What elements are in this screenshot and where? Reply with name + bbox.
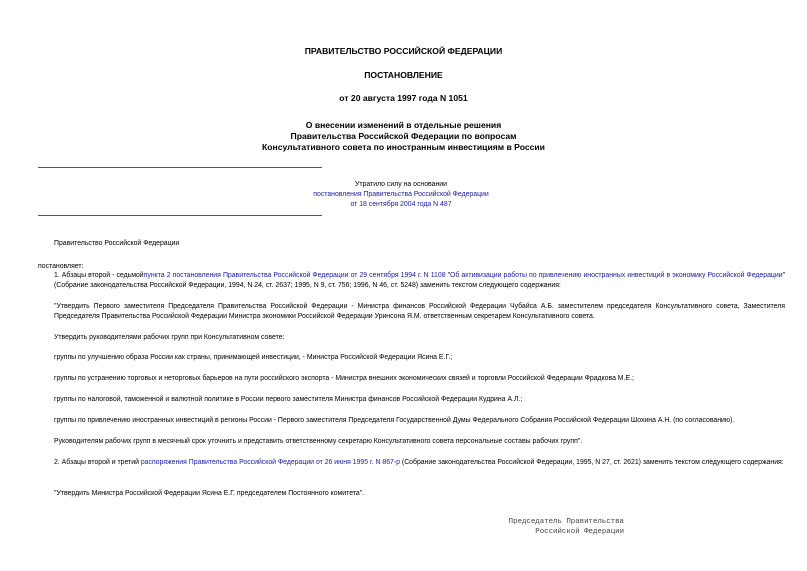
item-1-quote-open: " bbox=[445, 272, 451, 279]
divider-bottom bbox=[38, 215, 322, 216]
group-1-paragraph: группы по улучшению образа России как страны, принимающей инвестиции, - Министра Российской Федерации Ясина Е.Г.; bbox=[54, 354, 453, 361]
title-line: Правительства Российской Федерации по вопросам bbox=[290, 131, 517, 141]
group-2-paragraph: группы по устранению торговых и неторговых барьеров на пути российского экспорта - Министра внешних экономических связей и торговли Российской Федерации Фрадкова М.Е.; bbox=[54, 375, 634, 382]
group-4-paragraph: группы по привлечению иностранных инвестиций в регионы России - Первого заместителя Председателя Государственной Думы Федерального Собрания Российской Федерации Шохина А.Н. (по согласованию). bbox=[54, 417, 735, 424]
item-1-tail: " (Собрание законодательства Российской Федерации, 1994, N 24, ст. 2637; 1995, N 9, ст. 756; 1996, N 46, ст. 5248) заменить текстом следующего содержания: bbox=[54, 272, 786, 289]
divider-top bbox=[38, 167, 322, 168]
signature-line: Российской Федерации bbox=[535, 528, 624, 536]
intro-text: Правительство Российской Федерации bbox=[54, 240, 180, 247]
item-2-lead: 2. Абзацы второй и третий bbox=[54, 459, 141, 466]
title-line: О внесении изменений в отдельные решения bbox=[305, 120, 502, 130]
item-2-paragraph bbox=[38, 458, 785, 468]
title-line: Консультативного совета по иностранным инвестициям в России bbox=[262, 142, 545, 152]
signature-line: Председатель Правительства bbox=[508, 518, 624, 526]
document-type-heading: ПОСТАНОВЛЕНИЕ bbox=[364, 70, 443, 80]
item-2-tail: (Собрание законодательства Российской Федерации, 1995, N 27, ст. 2621) заменить текстом следующего содержания: bbox=[400, 459, 784, 466]
issuer-heading: ПРАВИТЕЛЬСТВО РОССИЙСКОЙ ФЕДЕРАЦИИ bbox=[304, 46, 503, 56]
decree-1108-title-link[interactable]: Об активизации работы по привлечению иностранных инвестиций в экономику Российской Федерации bbox=[450, 272, 783, 279]
heads-task-paragraph: Руководителям рабочих групп в месячный срок уточнить и представить ответственному секретарю Консультативного совета персональные составы рабочих групп". bbox=[54, 438, 583, 445]
item-1-paragraph bbox=[38, 271, 785, 291]
document-date-number: от 20 августа 1997 года N 1051 bbox=[339, 93, 468, 103]
approve-heads-paragraph: Утвердить руководителями рабочих групп при Консультативном совете: bbox=[54, 334, 285, 341]
repeal-decree-date-link[interactable]: от 18 сентября 2004 года N 487 bbox=[350, 201, 452, 208]
quote-2-paragraph: "Утвердить Министра Российской Федерации Ясина Е.Г. председателем Постоянного комитета". bbox=[54, 490, 365, 497]
quote-1-paragraph: "Утвердить Первого заместителя Председателя Правительства Российской Федерации - Министра финансов Российской Федерации Чубайса А.Б. заместителем председателя Консультативного совета, Заместителя Председателя Правительства Российской Федерации Министра экономики Российской Федерации Уринсона Я.М. ответственным секретарем Консультативного совета. bbox=[54, 303, 785, 320]
item-1-lead: 1. Абзацы второй - седьмой bbox=[54, 272, 144, 279]
decrees-text: постановляет: bbox=[38, 263, 84, 270]
decree-1108-link[interactable]: пункта 2 постановления Правительства Российской Федерации от 29 сентября 1994 г. N 1108 bbox=[143, 272, 446, 279]
order-867r-link[interactable]: распоряжения Правительства Российской Федерации от 26 июня 1995 г. N 867-р bbox=[140, 459, 400, 466]
repeal-decree-link[interactable]: постановления Правительства Российской Федерации bbox=[313, 191, 489, 198]
repeal-note-text: Утратило силу на основании bbox=[355, 181, 447, 188]
group-3-paragraph: группы по налоговой, таможенной и валютной политике в России первого заместителя Министра финансов Российской Федерации Кудрина А.Л.; bbox=[54, 396, 523, 403]
